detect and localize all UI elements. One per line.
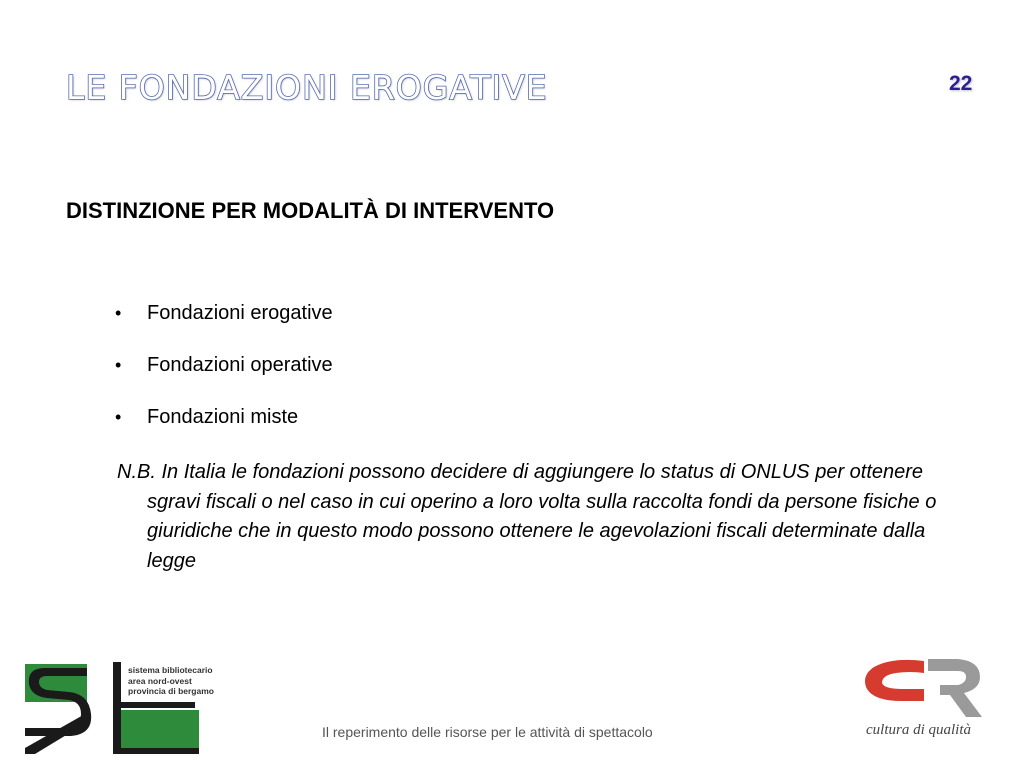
bullet-icon: • — [115, 407, 122, 427]
note-paragraph: N.B. In Italia le fondazioni possono decidere di aggiungere lo status di ONLUS per ottenere sgravi fiscali o nel caso in cui operino a loro volta sulla raccolta fondi da persone fisiche o giuridiche che in questo modo possono ottenere le agevolazioni fiscali determinate dalla legge — [117, 461, 937, 572]
bullet-text: Fondazioni operative — [147, 354, 333, 376]
bullet-text: Fondazioni miste — [147, 406, 299, 428]
bullet-item — [112, 302, 333, 354]
page-number: 22 — [949, 72, 973, 95]
section-subtitle: DISTINZIONE PER MODALITÀ DI INTERVENTO — [66, 198, 555, 223]
sb-logo-line: provincia di bergamo — [128, 686, 214, 696]
cq-logo-caption: cultura di qualità — [866, 722, 971, 738]
bullet-list — [112, 302, 333, 458]
sb-logo-green-bottom — [113, 710, 199, 750]
sb-logo-line: area nord-ovest — [128, 675, 192, 686]
bullet-icon: • — [115, 355, 122, 375]
cq-logo-r-shape — [928, 659, 982, 717]
cq-logo-c-shape — [865, 660, 924, 701]
sb-logo-b-bar — [121, 702, 195, 708]
cq-logo-icon — [862, 655, 987, 720]
slide-title: LE FONDAZIONI EROGATIVE — [66, 68, 548, 107]
sb-logo-text — [128, 665, 214, 697]
bullet-text: Fondazioni erogative — [147, 302, 333, 324]
bullet-item — [112, 354, 333, 406]
bullet-icon: • — [115, 303, 122, 323]
sb-logo-line: sistema bibliotecario — [128, 665, 213, 675]
bullet-item — [112, 406, 333, 458]
footer-text: Il reperimento delle risorse per le attività di spettacolo — [322, 724, 653, 740]
